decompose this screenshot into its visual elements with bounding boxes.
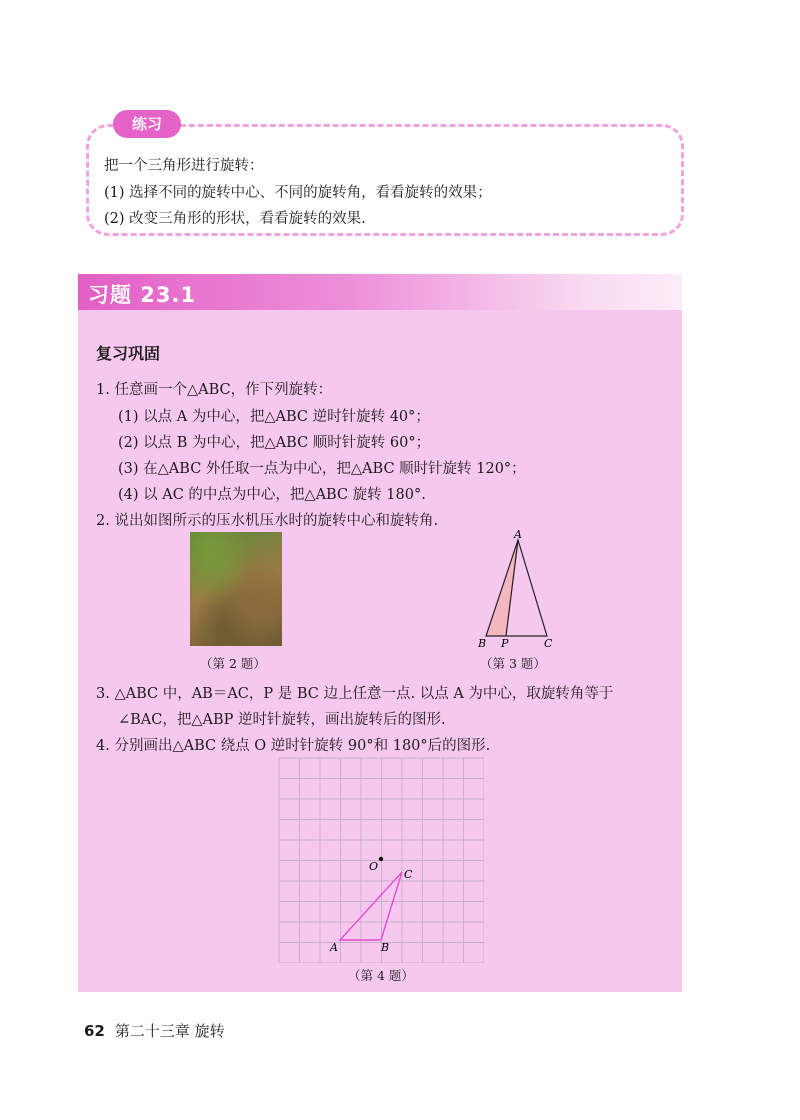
q1-item-4: (4) 以 AC 的中点为中心，把△ABC 旋转 180°. <box>118 487 426 503</box>
section-heading: 复习巩固 <box>96 344 161 363</box>
caption-fig3: （第 3 题） <box>480 656 546 671</box>
q1-stem: 1. 任意画一个△ABC，作下列旋转： <box>96 382 333 398</box>
q1-item-1: (1) 以点 A 为中心，把△ABC 逆时针旋转 40°； <box>118 409 430 425</box>
label-b-grid: B <box>381 941 390 954</box>
triangle-abc-grid <box>340 872 402 940</box>
grid-figure-4 <box>278 757 484 963</box>
q2-text: 2. 说出如图所示的压水机压水时的旋转中心和旋转角. <box>96 513 439 529</box>
page-footer <box>84 1020 225 1041</box>
label-c-grid: C <box>404 868 413 881</box>
practice-item-2: (2) 改变三角形的形状，看看旋转的效果. <box>104 211 366 227</box>
practice-intro: 把一个三角形进行旋转： <box>104 158 264 174</box>
practice-tag: 练习 <box>113 110 181 138</box>
label-p: P <box>501 637 509 650</box>
label-o: O <box>369 860 379 873</box>
chapter-title: 第二十三章 旋转 <box>114 1022 225 1040</box>
practice-item-1: (1) 选择不同的旋转中心、不同的旋转角，看看旋转的效果； <box>104 185 492 201</box>
exercise-title: 习题 23.1 <box>88 283 197 307</box>
label-a-grid: A <box>330 941 338 954</box>
label-c: C <box>544 637 553 650</box>
page-number: 62 <box>84 1022 105 1040</box>
q4-text: 4. 分别画出△ABC 绕点 O 逆时针旋转 90°和 180°后的图形. <box>96 738 491 754</box>
point-o <box>379 857 383 861</box>
q3-line-1: 3. △ABC 中，AB＝AC，P 是 BC 边上任意一点. 以点 A 为中心，取旋转角等于 <box>96 686 614 702</box>
q1-item-3: (3) 在△ABC 外任取一点为中心，把△ABC 顺时针旋转 120°； <box>118 461 526 477</box>
label-a: A <box>514 528 522 541</box>
caption-fig2: （第 2 题） <box>200 656 266 671</box>
caption-fig4: （第 4 题） <box>348 968 414 983</box>
q1-item-2: (2) 以点 B 为中心，把△ABC 顺时针旋转 60°； <box>118 435 431 451</box>
triangle-figure-3 <box>470 528 570 650</box>
label-b: B <box>478 637 487 650</box>
q3-line-2: ∠BAC，把△ABP 逆时针旋转，画出旋转后的图形. <box>118 712 446 728</box>
water-pump-photo <box>190 532 282 646</box>
